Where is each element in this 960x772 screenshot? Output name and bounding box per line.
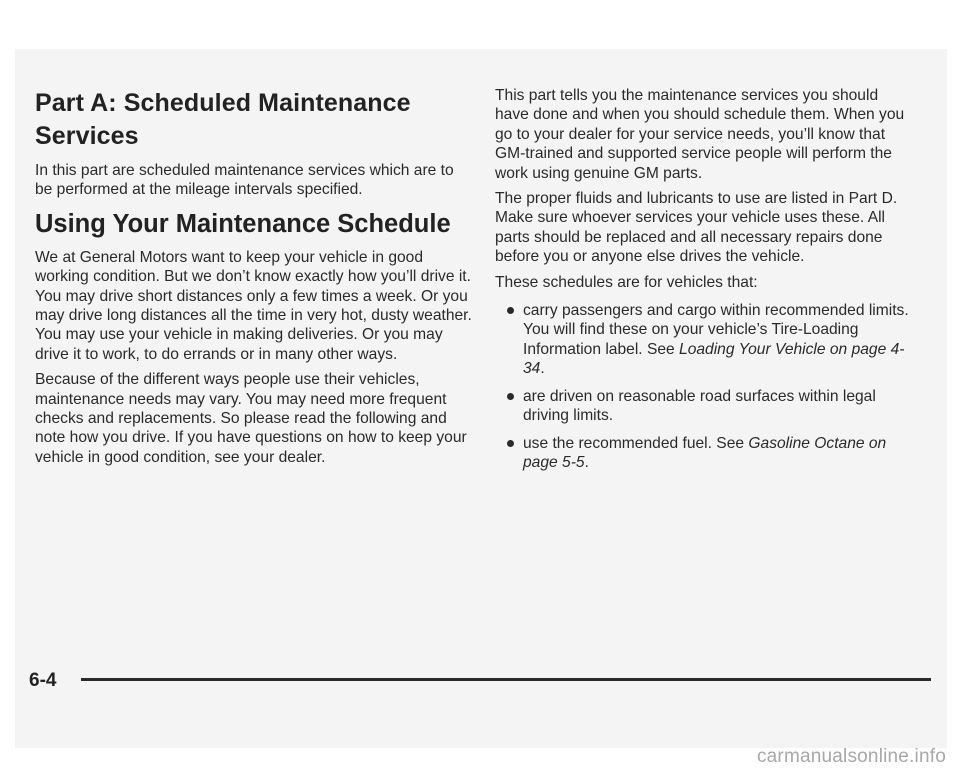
right-column xyxy=(495,86,915,480)
cross-reference-link[interactable]: Gasoline Octane on page 5-5 xyxy=(523,434,887,471)
watermark-text: carmanualsonline.info xyxy=(756,746,946,767)
manual-page xyxy=(15,49,947,748)
vehicle-conditions-list xyxy=(495,301,915,472)
left-column xyxy=(35,87,475,467)
bullet-icon xyxy=(507,393,514,400)
paragraph-driving-habits: We at General Motors want to keep your vehicle in good working condition. But we don’t know exactly how you’ll drive it. You may drive short distances only a few times a week. Or you may drive long distances all the time in very hot, dusty weather. You may use your vehicle in making deliveries. Or you may drive it to work, to do errands or in many other ways. xyxy=(35,248,472,363)
list-item-end: . xyxy=(540,360,545,378)
list-item-text: use the recommended fuel. See xyxy=(523,434,749,452)
list-item xyxy=(495,387,915,426)
paragraph-schedules-for: These schedules are for vehicles that: xyxy=(495,273,758,291)
bullet-icon xyxy=(507,307,514,314)
list-item-end: . xyxy=(584,453,589,471)
paragraph-services-overview: This part tells you the maintenance services you should have done and when you should schedule them. When you go to your dealer for your service needs, you’ll know that GM-trained and supported service people will perform the work using genuine GM parts. xyxy=(495,87,905,182)
list-item-text: carry passengers and cargo within recommended limits. You will find these on your vehicle’s Tire-Loading Information label. See xyxy=(523,302,909,358)
list-item xyxy=(495,434,915,473)
paragraph-maintenance-needs: Because of the different ways people use their vehicles, maintenance needs may vary. You may need more frequent checks and replacements. So please read the following and note how you drive. If you have questions on how to keep your vehicle in good condition, see your dealer. xyxy=(35,371,467,466)
heading-using-schedule: Using Your Maintenance Schedule xyxy=(35,209,451,238)
bullet-icon xyxy=(507,440,514,447)
cross-reference-link[interactable]: Loading Your Vehicle on page 4-34 xyxy=(523,340,905,378)
list-item-text: are driven on reasonable road surfaces within legal driving limits. xyxy=(523,387,876,425)
heading-part-a: Part A: Scheduled Maintenance Services xyxy=(35,89,411,150)
list-item xyxy=(495,301,915,379)
footer-divider xyxy=(81,678,931,681)
paragraph-fluids: The proper fluids and lubricants to use are listed in Part D. Make sure whoever services your vehicle uses these. All parts should be replaced and all necessary repairs done before you or anyone else drives the vehicle. xyxy=(495,190,898,266)
page-number: 6-4 xyxy=(29,670,57,691)
intro-paragraph: In this part are scheduled maintenance services which are to be performed at the mileage intervals specified. xyxy=(35,162,454,199)
